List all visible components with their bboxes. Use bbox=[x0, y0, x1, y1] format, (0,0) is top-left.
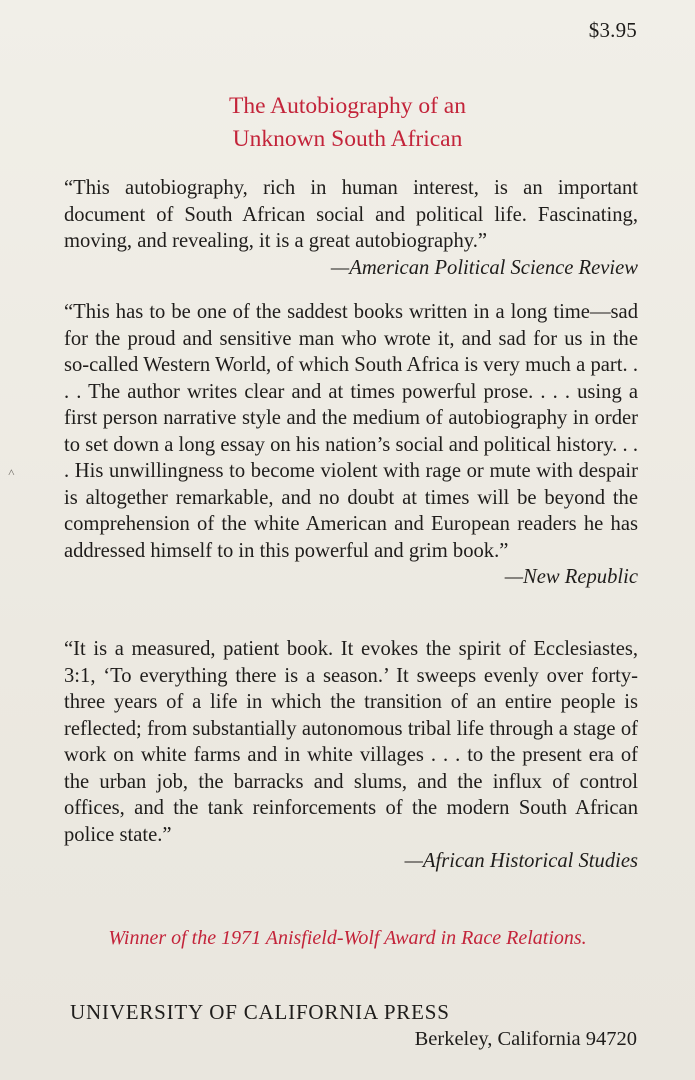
award-note: Winner of the 1971 Anisfield-Wolf Award in Race Relations. bbox=[108, 927, 587, 949]
review-quote-1 bbox=[64, 175, 638, 281]
print-speck-mark: ˄ bbox=[8, 465, 15, 479]
review-attribution: —American Political Science Review bbox=[330, 256, 638, 279]
book-title bbox=[0, 90, 695, 156]
book-title-line-2: Unknown South African bbox=[232, 126, 463, 152]
quote-body: “This has to be one of the saddest books written in a long time—sad for the proud and sensitive man who wrote it, and sad for us in the so-called Western World, of which South Africa is very much a part. . . . The author writes clear and at times powerful prose. . . . using a first person narrative style and the medium of autobiography in order to set down a long essay on his nation’s social and political history. . . . His unwillingness to become violent with rage or mute with despair is altogether remarkable, and no doubt at times will be beyond the comprehension of the white American and European readers he has addressed himself to in this powerful and grim book.” bbox=[64, 301, 638, 562]
attribution-line bbox=[64, 255, 638, 282]
review-attribution: —African Historical Studies bbox=[404, 850, 638, 872]
attribution-line bbox=[64, 848, 638, 875]
price-label: $3.95 bbox=[588, 18, 637, 42]
quote-body: “It is a measured, patient book. It evokes the spirit of Ecclesiastes, 3:1, ‘To everything there is a season.’ It sweeps evenly over forty-three years of a life in which the transition of an entire people is reflected; from substantially autonomous tribal life through a stage of work on white farms and in white villages . . . to the present era of the urban job, the barracks and slums, and the influx of control offices, and the tank reinforcements of the modern South African police state.” bbox=[64, 638, 638, 846]
review-attribution: —New Republic bbox=[504, 566, 638, 588]
quote-body: “This autobiography, rich in human interest, is an important document of South African social and political life. Fascinating, moving, and revealing, it is a great autobiography.” bbox=[64, 177, 638, 252]
review-quote-text bbox=[64, 636, 638, 848]
review-quote-3 bbox=[64, 636, 638, 875]
attribution-line bbox=[64, 564, 638, 591]
book-title-line-1: The Autobiography of an bbox=[229, 93, 466, 119]
review-quote-2 bbox=[64, 299, 638, 591]
review-quote-text bbox=[64, 299, 638, 564]
review-quote-text bbox=[64, 175, 638, 255]
publisher-name: UNIVERSITY OF CALIFORNIA PRESS bbox=[70, 1000, 450, 1024]
publisher-address: Berkeley, California 94720 bbox=[414, 1028, 637, 1050]
